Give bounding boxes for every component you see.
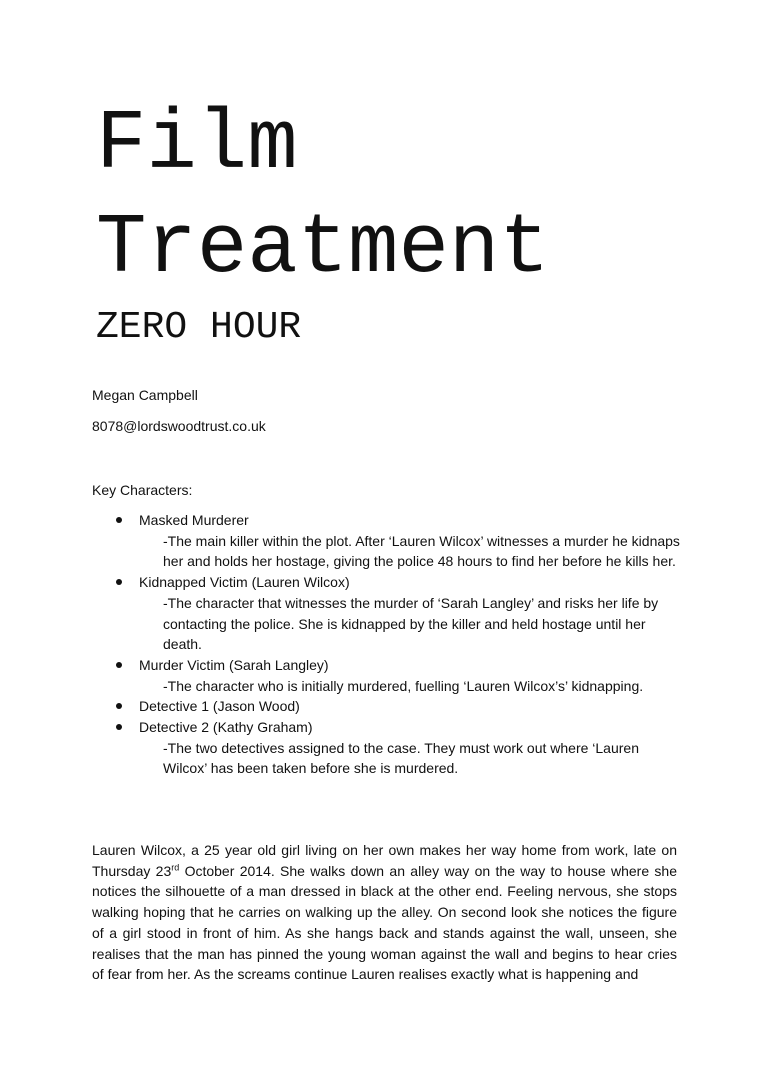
bullet-icon — [116, 703, 122, 709]
character-description: -The main killer within the plot. After ‘Lauren Wilcox’ witnesses a murder he kidnaps her and holds her hostage, giving the police 48 hours to find her before he kills her. — [163, 532, 680, 570]
list-item — [92, 696, 682, 717]
character-name: Detective 1 (Jason Wood) — [139, 698, 300, 715]
author-email: 8078@lordswoodtrust.co.uk — [92, 418, 266, 434]
list-item — [92, 655, 682, 696]
character-name: Detective 2 (Kathy Graham) — [139, 719, 313, 736]
bullet-icon — [116, 662, 122, 668]
bullet-icon — [116, 517, 122, 523]
film-subtitle: ZERO HOUR — [96, 306, 302, 349]
bullet-icon — [116, 724, 122, 730]
character-name: Kidnapped Victim (Lauren Wilcox) — [139, 574, 350, 591]
character-name: Masked Murderer — [139, 512, 249, 528]
character-name: Murder Victim (Sarah Langley) — [139, 656, 329, 673]
synopsis-text-rest: October 2014. She walks down an alley way on the way to house where she notices the silhouette of a man dressed in black at the other end. Feeling nervous, she stops walking hoping that he carries on walking up the alley. On second look she notices the figure of a girl stood in front of him. As she hangs back and stands against the wall, unseen, she realises that the man has pinned the young woman against the wall and begins to hear cries of fear from her. As the screams continue Lauren realises exactly what is happening and — [92, 862, 677, 983]
list-item — [92, 572, 682, 655]
character-description: -The character who is initially murdered, fuelling ‘Lauren Wilcox’s’ kidnapping. — [163, 677, 644, 694]
characters-heading: Key Characters: — [92, 482, 193, 498]
synopsis-text-start: Lauren Wilcox, a 25 year old girl living on her own makes her way home from work, late on Thursday 23 — [92, 842, 677, 879]
date-ordinal-suffix: rd — [171, 862, 180, 873]
author-name: Megan Campbell — [92, 387, 198, 403]
synopsis-paragraph — [92, 840, 677, 985]
title-line-2: Treatment — [96, 202, 550, 297]
title-line-1: Film — [96, 98, 298, 193]
bullet-icon — [116, 579, 122, 585]
character-list — [92, 510, 682, 779]
list-item — [92, 717, 682, 779]
list-item — [92, 510, 682, 572]
character-description: -The two detectives assigned to the case. They must work out where ‘Lauren Wilcox’ has been taken before she is murdered. — [163, 739, 639, 777]
character-description: -The character that witnesses the murder of ‘Sarah Langley’ and risks her life by contacting the police. She is kidnapped by the killer and held hostage until her death. — [163, 594, 659, 653]
